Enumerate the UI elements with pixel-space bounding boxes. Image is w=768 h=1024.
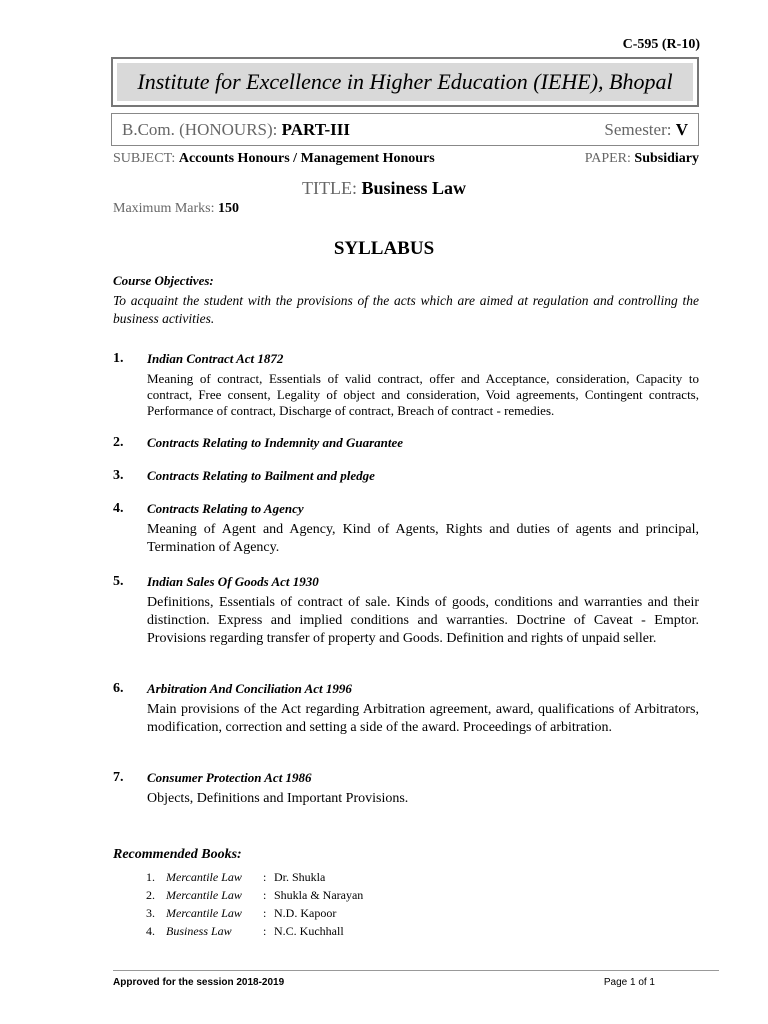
- section-body: Objects, Definitions and Important Provisions.: [147, 791, 409, 806]
- title-row: [0, 178, 768, 199]
- book-separator: :: [263, 869, 267, 884]
- book-title: Mercantile Law: [166, 869, 242, 884]
- title-label: TITLE:: [301, 178, 357, 198]
- section-heading: Arbitration And Conciliation Act 1996: [147, 681, 352, 696]
- section-number: 3.: [113, 468, 124, 483]
- semester-value: V: [675, 119, 688, 139]
- objectives-text: To acquaint the student with the provisions of the acts which are aimed at regulation and controlling the business activities.: [113, 293, 699, 326]
- section-number: 4.: [113, 501, 124, 516]
- marks-label: Maximum Marks:: [113, 201, 215, 216]
- book-item: [146, 886, 363, 904]
- section-body: Meaning of Agent and Agency, Kind of Agents, Rights and duties of agents and principal, Termination of Agency.: [147, 522, 699, 555]
- book-author: N.D. Kapoor: [274, 905, 337, 920]
- section-body: Meaning of contract, Essentials of valid contract, offer and Acceptance, consideration, Capacity to contract, Free consent, Legality of object and consideration, Void agreements, Contingent contracts, Performance of contract, Discharge of contract, Breach of contract - remedies.: [147, 371, 699, 418]
- recommended-books-label: Recommended Books:: [113, 847, 242, 862]
- book-title: Mercantile Law: [166, 905, 242, 920]
- section-2: [113, 435, 699, 451]
- section-body: Definitions, Essentials of contract of sale. Kinds of goods, conditions and warranties and their distinction. Express and implied conditions and warranties. Doctrine of Caveat - Emptor. Provisions regarding transfer of property and Goods. Definition and rights of unpaid seller.: [147, 595, 699, 646]
- paper-label: PAPER:: [584, 151, 631, 166]
- book-number: 1.: [146, 869, 155, 884]
- section-7: [113, 770, 699, 808]
- book-title: Mercantile Law: [166, 887, 242, 902]
- book-separator: :: [263, 905, 267, 920]
- subject-row: [113, 151, 699, 167]
- section-number: 6.: [113, 681, 124, 696]
- book-number: 3.: [146, 905, 155, 920]
- book-author: N.C. Kuchhall: [274, 923, 344, 938]
- book-item: [146, 922, 363, 940]
- section-3: [113, 468, 699, 484]
- book-item: [146, 904, 363, 922]
- book-separator: :: [263, 887, 267, 902]
- section-6: [113, 681, 699, 737]
- approved-session: Approved for the session 2018-2019: [113, 977, 285, 988]
- syllabus-heading: SYLLABUS: [333, 238, 435, 259]
- subject-value: Accounts Honours / Management Honours: [178, 151, 435, 166]
- section-heading: Indian Contract Act 1872: [147, 351, 284, 366]
- institute-name: Institute for Excellence in Higher Education (IEHE), Bhopal: [117, 63, 693, 101]
- section-1: [113, 351, 699, 419]
- section-heading: Contracts Relating to Agency: [147, 501, 304, 516]
- section-heading: Indian Sales Of Goods Act 1930: [147, 574, 319, 589]
- book-number: 4.: [146, 923, 155, 938]
- section-number: 7.: [113, 770, 124, 785]
- book-number: 2.: [146, 887, 155, 902]
- footer: [113, 977, 655, 988]
- objectives-label: Course Objectives:: [113, 273, 214, 288]
- section-heading: Contracts Relating to Indemnity and Guarantee: [147, 435, 404, 450]
- paper-value: Subsidiary: [634, 151, 699, 166]
- footer-divider: [113, 970, 719, 971]
- book-author: Dr. Shukla: [274, 869, 326, 884]
- book-item: [146, 868, 363, 886]
- page-number: Page 1 of 1: [603, 977, 655, 988]
- book-title: Business Law: [166, 923, 232, 938]
- semester-label: Semester:: [604, 119, 672, 139]
- section-heading: Contracts Relating to Bailment and pledge: [147, 468, 375, 483]
- section-heading: Consumer Protection Act 1986: [147, 770, 312, 785]
- section-body: Main provisions of the Act regarding Arbitration agreement, award, qualifications of Arbitrators, modification, correction and setting a side of the award. Proceedings of arbitration.: [147, 702, 699, 735]
- marks-row: [113, 201, 239, 217]
- course-name: B.Com. (HONOURS):: [122, 119, 278, 139]
- section-number: 1.: [113, 351, 124, 366]
- course-box: [111, 113, 699, 146]
- semester-info: [604, 120, 688, 140]
- course-info: [122, 120, 350, 140]
- section-number: 2.: [113, 435, 124, 450]
- institute-header-box: [111, 57, 699, 107]
- section-5: [113, 574, 699, 648]
- section-4: [113, 501, 699, 557]
- section-number: 5.: [113, 574, 124, 589]
- document-code: C-595 (R-10): [622, 37, 700, 52]
- subject-label: SUBJECT:: [113, 151, 176, 166]
- book-author: Shukla & Narayan: [274, 887, 364, 902]
- book-separator: :: [263, 923, 267, 938]
- books-list: [146, 868, 363, 940]
- course-part: PART-III: [281, 119, 350, 139]
- marks-value: 150: [218, 201, 239, 216]
- title-value: Business Law: [361, 178, 467, 198]
